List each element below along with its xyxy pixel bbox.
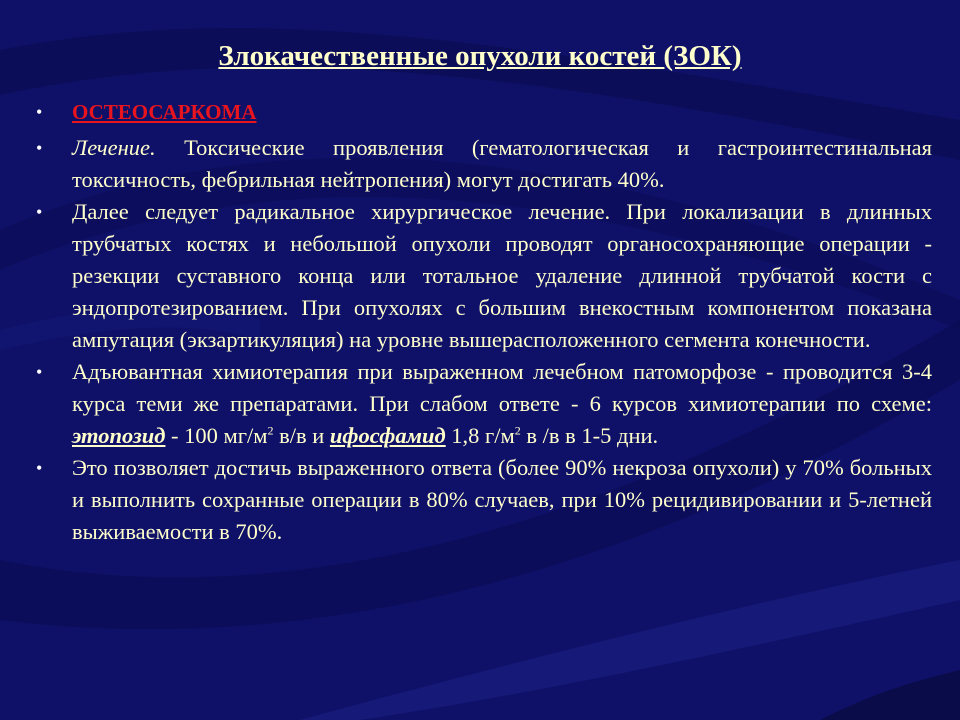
list-item xyxy=(36,196,932,356)
list-item xyxy=(36,132,932,196)
drug-ifosfamide: ифосфамид xyxy=(329,423,446,448)
item-text: Это позволяет достичь выраженного ответа (более 90% некроза опухоли) у 70% больных и выполнить сохранные операции в 80% случаев, при 10% рецидивировании и 5-летней выживаемости в 70%. xyxy=(72,455,932,544)
section-heading: ОСТЕОСАРКОМА xyxy=(72,100,257,124)
bullet-icon: • xyxy=(36,102,43,122)
slide-title: Злокачественные опухоли костей (ЗОК) xyxy=(218,40,742,72)
list-item xyxy=(36,96,932,132)
list-item xyxy=(36,452,932,548)
bullet-icon: • xyxy=(36,458,43,478)
list-item: • Адъювантная химиотерапия при выраженном лечебном патоморфозе - проводится 3-4 курса теми же препаратами. При слабом ответе - 6 курсов химиотерапии по схеме: этопозид - 100 $мг/м^2$ в/в и ифосфамид 1,8 $г/м^2$ в /в в 1-5 дни. xyxy=(36,356,932,452)
bullet-icon: • xyxy=(36,362,43,382)
bullet-icon: • xyxy=(36,202,43,222)
bullet-icon: • xyxy=(36,138,43,158)
bullet-list xyxy=(36,96,932,548)
treatment-label: Лечение. xyxy=(72,135,156,160)
item-text: Токсические проявления (гематологическая и гастроинтестинальная токсичность, фебрильная нейтропения) могут достигать 40%. xyxy=(72,135,932,192)
drug-etoposide: этопозид xyxy=(72,423,166,448)
item-text: Далее следует радикальное хирургическое лечение. При локализации в длинных трубчатых костях и небольшой опухоли проводят органосохраняющие операции - резекции суставного конца или тотальное удаление длинной трубчатой кости с эндопротезированием. При опухолях с большим внекостным компонентом показана ампутация (экзартикуляция) на уровне вышерасположенного сегмента конечности. xyxy=(72,199,932,352)
